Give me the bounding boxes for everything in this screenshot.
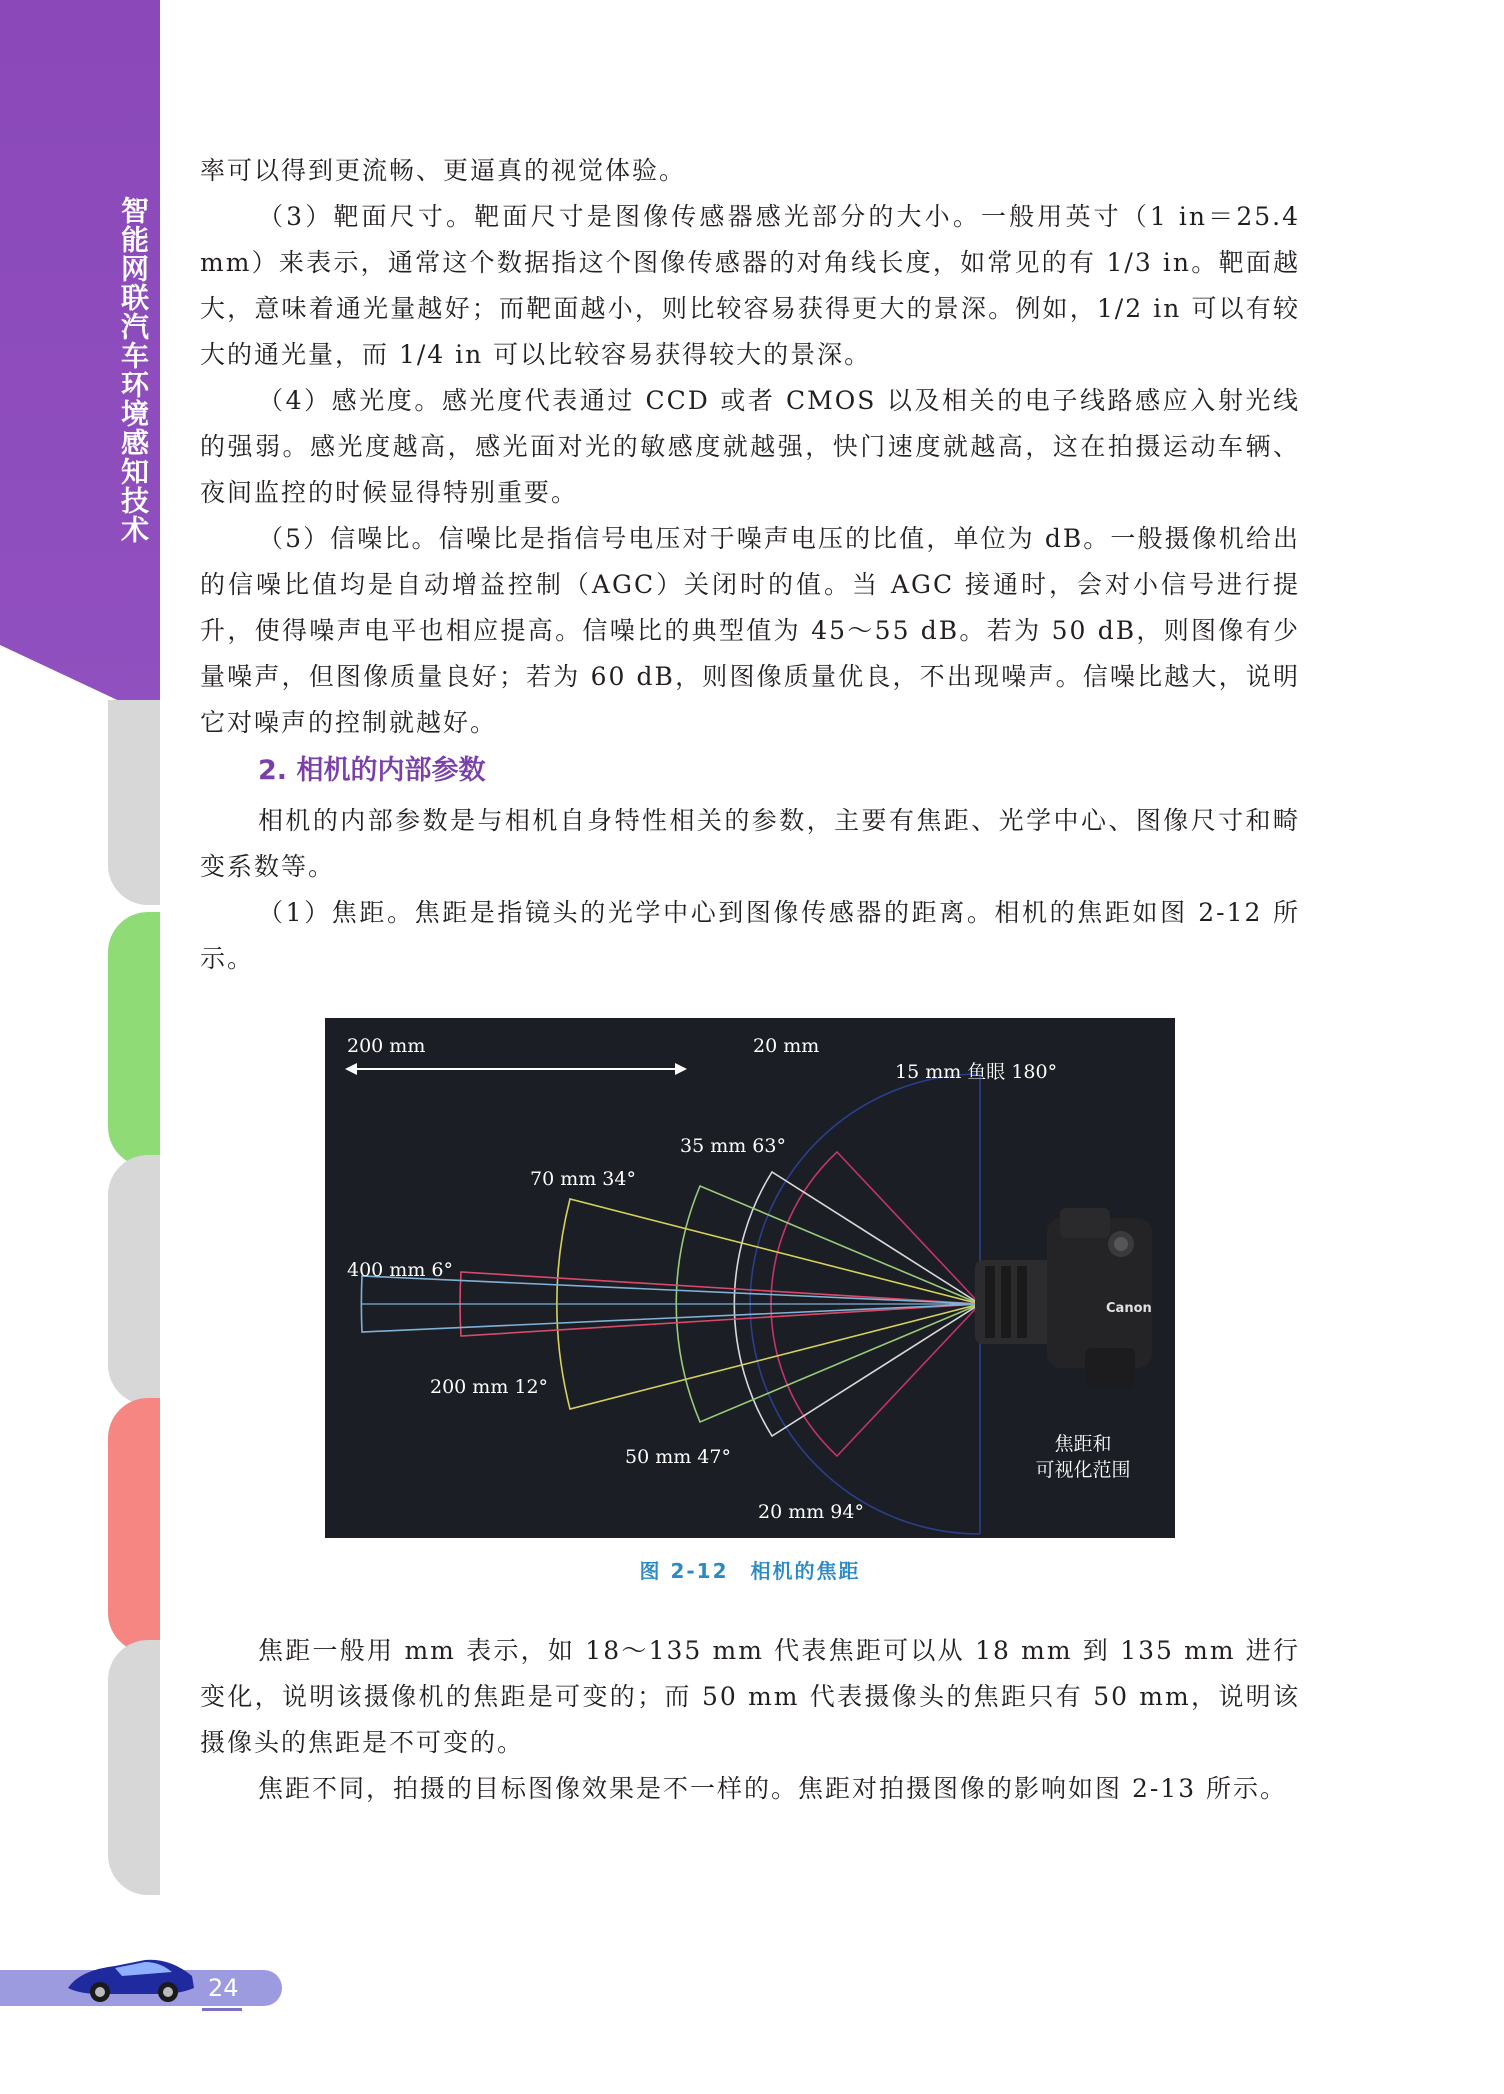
paragraph: 率可以得到更流畅、更逼真的视觉体验。 — [200, 156, 687, 185]
paragraph: （5）信噪比。信噪比是指信号电压对于噪声电压的比值，单位为 dB。一般摄像机给出的信噪比值均是自动增益控制（AGC）关闭时的值。当 AGC 接通时，会对小信号进行提升，使得噪声电平也相应提高。信噪比的典型值为 45～55 dB。若为 50 dB，则图像有少量噪声，但图像质量良好；若为 60 dB，则图像质量优良，不出现噪声。信噪比越大，说明它对噪声的控制就越好。 — [200, 524, 1300, 737]
side-tab-red — [108, 1398, 160, 1653]
camera-badge: Canon — [1106, 1301, 1152, 1316]
label-50mm: 50 mm 47° — [625, 1446, 731, 1468]
label-70mm: 70 mm 34° — [530, 1168, 636, 1190]
body-text-bottom — [200, 1628, 1300, 1812]
book-title-vertical: 智能网联汽车环境感知技术 — [117, 196, 150, 544]
arrow-head-right — [675, 1063, 687, 1075]
camera-icon — [975, 1208, 1152, 1388]
label-fisheye: 15 mm 鱼眼 180° — [895, 1061, 1058, 1083]
car-icon — [60, 1948, 200, 2008]
label-400mm: 400 mm 6° — [347, 1259, 453, 1281]
label-35mm: 35 mm 63° — [680, 1135, 786, 1157]
label-20mm: 20 mm 94° — [758, 1501, 864, 1523]
side-tab-gray-1 — [108, 700, 160, 905]
legend-line-1: 焦距和 — [1054, 1433, 1112, 1455]
side-tab-gray-2 — [108, 1155, 160, 1405]
side-tab-green — [108, 912, 160, 1167]
paragraph: （1）焦距。焦距是指镜头的光学中心到图像传感器的距离。相机的焦距如图 2-12 所示。 — [200, 898, 1300, 973]
paragraph: 焦距一般用 mm 表示，如 18～135 mm 代表焦距可以从 18 mm 到 135 mm 进行变化，说明该摄像机的焦距是可变的；而 50 mm 代表摄像头的焦距只有 50 mm，说明该摄像头的焦距是不可变的。 — [200, 1636, 1300, 1757]
figure-caption: 图 2-12 相机的焦距 — [639, 1559, 861, 1583]
body-text-top — [200, 148, 1300, 982]
page-number-underline — [202, 2008, 242, 2011]
side-tab-gray-3 — [108, 1640, 160, 1895]
paragraph: （3）靶面尺寸。靶面尺寸是图像传感器感光部分的大小。一般用英寸（1 in＝25.4 mm）来表示，通常这个数据指这个图像传感器的对角线长度，如常见的有 1/3 in。靶面越大，意味着通光量越好；而靶面越小，则比较容易获得更大的景深。例如，1/2 in 可以有较大的通光量，而 1/4 in 可以比较容易获得较大的景深。 — [200, 202, 1300, 369]
label-200mm: 200 mm 12° — [430, 1376, 549, 1398]
section-heading: 2. 相机的内部参数 — [258, 755, 486, 786]
arrow-right-label: 20 mm — [753, 1035, 820, 1057]
paragraph: 焦距不同，拍摄的目标图像效果是不一样的。焦距对拍摄图像的影响如图 2-13 所示。 — [258, 1774, 1288, 1803]
page-number: 24 — [208, 1974, 239, 2002]
arrow-left-label: 200 mm — [347, 1035, 426, 1057]
legend-line-2: 可视化范围 — [1035, 1459, 1131, 1481]
focal-length-figure — [325, 1018, 1175, 1538]
arrow-head-left — [345, 1063, 357, 1075]
paragraph: （4）感光度。感光度代表通过 CCD 或者 CMOS 以及相关的电子线路感应入射光线的强弱。感光度越高，感光面对光的敏感度就越强，快门速度就越高，这在拍摄运动车辆、夜间监控的时候显得特别重要。 — [200, 386, 1300, 507]
paragraph: 相机的内部参数是与相机自身特性相关的参数，主要有焦距、光学中心、图像尺寸和畸变系数等。 — [200, 806, 1300, 881]
